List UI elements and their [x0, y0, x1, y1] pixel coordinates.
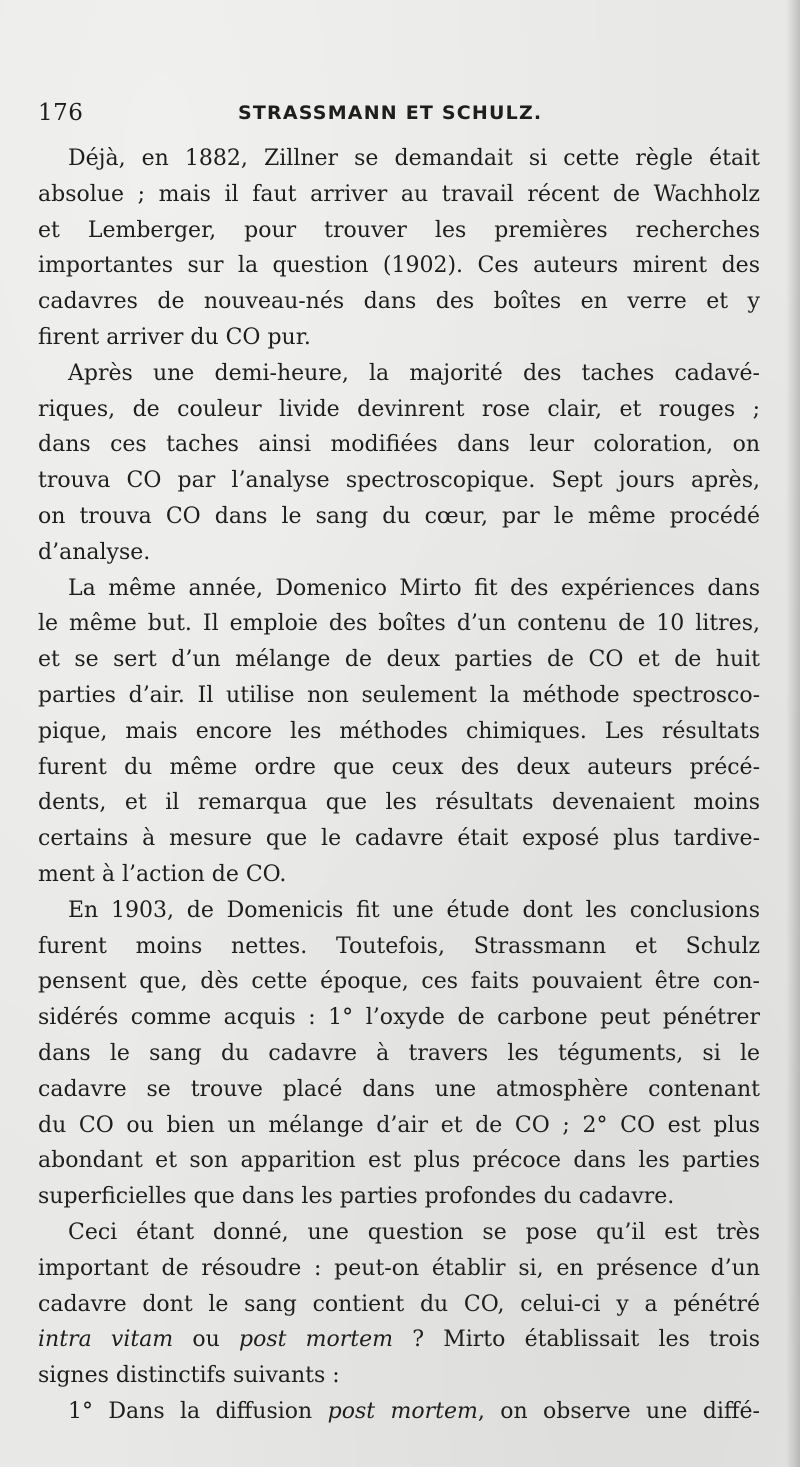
- text-line: certains à mesure que le cadavre était exposé plus tardive-: [38, 826, 760, 852]
- text-line: on trouva CO dans le sang du cœur, par le même procédé: [38, 503, 760, 529]
- text-line: le même but. Il emploie des boîtes d’un contenu de 10 litres,: [38, 611, 760, 637]
- text-line: pique, mais encore les méthodes chimiques. Les résultats: [38, 718, 760, 744]
- text-line: [38, 1394, 760, 1430]
- text-line: Après une demi-heure, la majorité des taches cadavé-: [68, 360, 760, 386]
- text-line: En 1903, de Domenicis fit une étude dont les conclusions: [68, 897, 760, 923]
- text-line: dans le sang du cadavre à travers les téguments, si le: [38, 1040, 760, 1066]
- running-head: STRASSMANN ET SCHULZ.: [238, 102, 543, 124]
- text-line: furent du même ordre que ceux des deux auteurs précé-: [38, 754, 760, 780]
- text-line: du CO ou bien un mélange d’air et de CO ; 2° CO est plus: [38, 1112, 760, 1138]
- text-run: , on observe une diffé-: [477, 1398, 760, 1424]
- text-line: et se sert d’un mélange de deux parties de CO et de huit: [38, 647, 760, 673]
- text-line: cadavre dont le sang contient du CO, celui-ci y a pénétré: [38, 1291, 760, 1317]
- text-line: signes distinctifs suivants :: [38, 1363, 340, 1389]
- text-run: 1° Dans la diffusion: [68, 1398, 328, 1424]
- text-line: Ceci étant donné, une question se pose qu’il est très: [68, 1219, 760, 1245]
- text-line: cadavre se trouve placé dans une atmosphère contenant: [38, 1076, 760, 1102]
- text-line: parties d’air. Il utilise non seulement la méthode spectrosco-: [38, 682, 760, 708]
- page-header: [38, 100, 760, 134]
- text-line: superficielles que dans les parties profondes du cadavre.: [38, 1184, 675, 1210]
- body-text: [38, 141, 760, 1430]
- text-line: riques, de couleur livide devinrent rose clair, et rouges ;: [38, 396, 760, 422]
- text-line: dans ces taches ainsi modifiées dans leur coloration, on: [38, 432, 760, 458]
- text-line: et Lemberger, pour trouver les premières recherches: [38, 217, 760, 243]
- text-line: important de résoudre : peut-on établir si, en présence d’un: [38, 1255, 760, 1281]
- text-line: Déjà, en 1882, Zillner se demandait si cette règle était: [68, 146, 760, 171]
- text-line: dents, et il remarqua que les résultats devenaient moins: [38, 790, 760, 816]
- italic-phrase: post mortem: [327, 1398, 478, 1424]
- page-number: 176: [38, 100, 84, 126]
- text-line: abondant et son apparition est plus précoce dans les parties: [38, 1148, 760, 1174]
- text-line: trouva CO par l’analyse spectroscopique. Sept jours après,: [38, 468, 760, 494]
- text-line: [38, 1322, 760, 1358]
- text-line: pensent que, dès cette époque, ces faits pouvaient être con-: [38, 969, 760, 995]
- text-line: importantes sur la question (1902). Ces auteurs mirent des: [38, 253, 760, 279]
- text-line: sidérés comme acquis : 1° l’oxyde de carbone peut pénétrer: [38, 1005, 760, 1031]
- text-line: furent moins nettes. Toutefois, Strassmann et Schulz: [38, 933, 760, 959]
- italic-phrase: post mortem: [239, 1327, 394, 1353]
- text-line: La même année, Domenico Mirto fit des expériences dans: [68, 575, 760, 601]
- text-run: ? Mirto établissait les trois: [393, 1327, 760, 1353]
- text-line: absolue ; mais il faut arriver au travail récent de Wachholz: [38, 181, 760, 207]
- text-run: ou: [173, 1327, 239, 1353]
- text-line: d’analyse.: [38, 539, 151, 565]
- text-line: cadavres de nouveau-nés dans des boîtes en verre et y: [38, 289, 760, 315]
- page-edge-shadow: [786, 0, 800, 1467]
- text-line: ment à l’action de CO.: [38, 861, 287, 887]
- italic-phrase: intra vitam: [38, 1327, 174, 1353]
- text-line: firent arriver du CO pur.: [38, 324, 311, 350]
